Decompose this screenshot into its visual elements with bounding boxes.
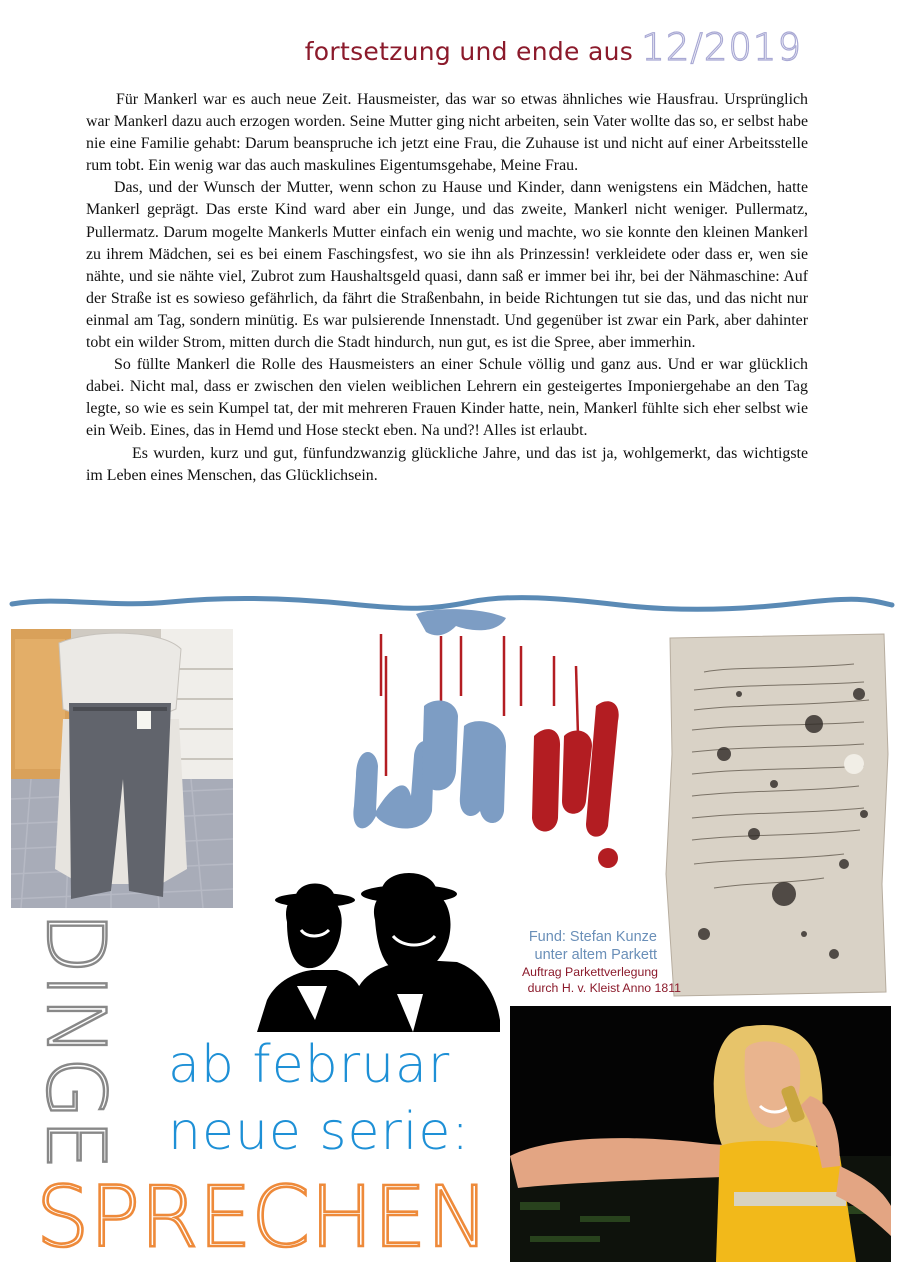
- dinge-vertical-title: [29, 912, 122, 1177]
- pants-on-chair-photo: [11, 629, 233, 908]
- sprechen-title: SPRECHEN: [36, 1168, 490, 1266]
- paragraph: So füllte Mankerl die Rolle des Hausmeisters an einer Schule völlig und ganz aus. Und er war glücklich dabei. Nicht mal, dass er zwischen den vielen weiblichen Lehrern ein gesteigertes Imponiergehabe an den Tag legte, so wie es sein Kumpel tat, der mit mehreren Frauen Kinder hatte, nein, Mankerl fühlte sich eher selbst wie ein Weib. Eines, das in Hemd und Hose steckt eben. Na und?! Alles ist erlaubt.: [86, 356, 808, 440]
- announcement-line-1: ab februar: [168, 1035, 451, 1095]
- issue-number: 12/2019: [641, 26, 802, 69]
- caption-location: unter altem Parkett: [534, 947, 657, 963]
- page-header: [0, 26, 802, 69]
- old-manuscript-photo: [664, 634, 890, 996]
- paragraph: Für Mankerl war es auch neue Zeit. Hausmeister, das war so etwas ähnliches wie Hausfrau. Ursprünglich war Mankerl dazu auch erzogen worden. Seine Mutter ging nicht arbeiten, sein Vater wollte das so, er selbst habe nie eine Familie gehabt: Darum beanspruche ich jetzt eine Frau, die Zuhause ist und nicht auf einer Arbeitsstelle rum tobt. Ein wenig war das auch maskulines Eigentumsgehabe, Meine Frau.: [86, 91, 808, 175]
- continuation-note: fortsetzung und ende aus: [304, 37, 642, 66]
- caption-origin: Auftrag Parkettverlegung: [521, 965, 658, 979]
- caption-finder: Fund: Stefan Kunze: [528, 929, 657, 945]
- article-body: [86, 89, 808, 487]
- laurel-and-hardy-silhouette: [257, 860, 500, 1032]
- dinge-word: DINGE: [29, 912, 122, 1170]
- caption-author: durch H. v. Kleist Anno 1811: [527, 981, 681, 995]
- dripping-graffiti-illustration: [346, 596, 636, 886]
- paragraph: Das, und der Wunsch der Mutter, wenn schon zu Hause und Kinder, dann wenigstens ein Mädchen, hatte Mankerl geprägt. Das erste Kind ward aber ein Junge, und das zweite, Mankerl nicht weniger. Pullermatz, Pullermatz. Darum mogelte Mankerls Mutter einfach ein wenig und machte, wo sie konnte den kleinen Mankerl zu ihrem Mädchen, sei es bei einem Faschingsfest, wo sie ihn als Prinzessin! verkleidete oder dass er, wen sie nähte, und sie nähte viel, Zubrot zum Haushaltsgeld quasi, dann saß er immer bei ihr, bei der Nähmaschine: Auf der Straße ist es sowieso gefährlich, da fährt die Straßenbahn, in beide Richtungen tut sie das, und das nicht nur einmal am Tag, sondern minütig. Es war pulsierende Innenstadt. Und gegenüber ist zwar ein Park, aber dahinter tobt ein wilder Strom, mitten durch die Stadt hindurch, nun gut, es ist die Spree, aber immerhin.: [86, 179, 808, 352]
- announcement-line-2: neue serie:: [168, 1102, 470, 1162]
- singer-on-stage-photo: [510, 1006, 891, 1262]
- paragraph: Es wurden, kurz und gut, fünfundzwanzig glückliche Jahre, und das ist ja, wohlgemerkt, das wichtigste im Leben eines Menschen, das Glücklichsein.: [86, 444, 808, 484]
